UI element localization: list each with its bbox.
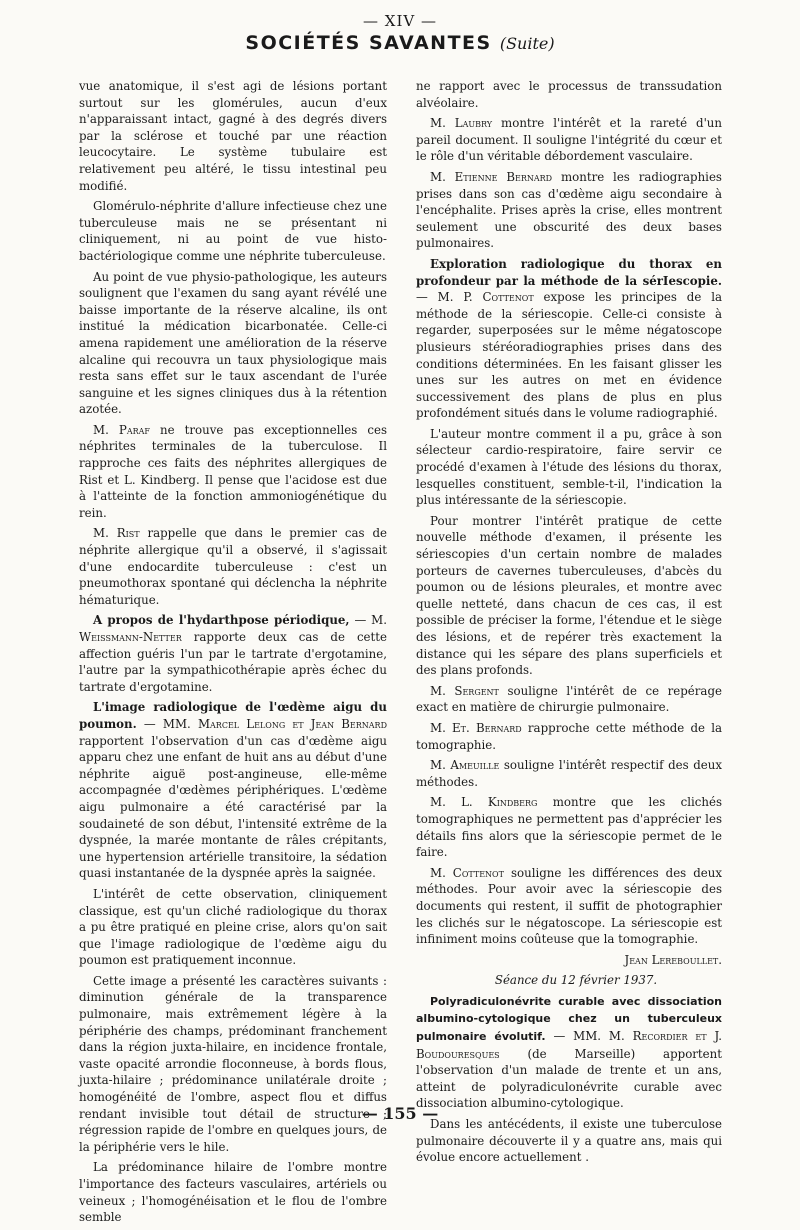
paragraph-text: (de Marseille) apportent l'observation d'un malade de trente et un ans, atteint de polyradiculonévrite curable avec dissociation albumino-cytologique.	[416, 1046, 722, 1111]
paragraph	[416, 169, 722, 252]
speaker-name: M. Laubry	[430, 116, 493, 131]
communication-authors: — M. Weissmann-Netter	[79, 613, 387, 644]
paragraph: vue anatomique, il s'est agi de lésions portant surtout sur les glomérules, aucun d'eux n'apparaissant intact, gagné à des degrés divers par la sclérose et touché par une réaction leucocytaire. Le système tubulaire est relativement peu altéré, le tissu intestinal peu modifié.	[79, 79, 387, 193]
communication-authors: — MM. M. Recordier et J. Boudouresques	[416, 1029, 723, 1061]
signature: Jean Lereboullet.	[624, 952, 722, 967]
paragraph-text: souligne les différences des deux méthodes. Pour avoir avec la sériescopie des documents qui restent, il suffit de photographier les clichés sur le négatoscope. La sériescopie est infiniment moins coûteuse que la tomographie.	[416, 865, 723, 947]
communication	[79, 699, 387, 882]
paragraph: Dans les antécédents, il existe une tuberculose pulmonaire découverte il y a quatre ans, mais qui évolue encore actuellement .	[416, 1117, 722, 1165]
paragraph: ne rapport avec le processus de transsudation alvéolaire.	[416, 79, 722, 110]
page-header	[0, 12, 800, 54]
paragraph: Cette image a présenté les caractères suivants : diminution générale de la transparence pulmonaire, mais extrêmement légère à la périphérie des champs, prédominant franchement dans la région juxta-hilaire, en incidence frontale, vaste opacité arrondie floconneuse, à bords flous, juxta-hilaire ; prédominance unilatérale droite ; homogénéité de l'ombre, aspect flou et diffus rendant invisible tout détail de structure ; régression rapide de l'ombre en quelques jours, de la périphérie vers le hile.	[79, 973, 387, 1154]
left-column	[79, 78, 387, 1230]
communication-authors: — M. P. Cottenot	[416, 290, 534, 305]
communication-title: L'image radiologique de l'œdème aigu du poumon.	[79, 700, 387, 731]
paragraph-text: rappelle que dans le premier cas de néphrite allergique qu'il a observé, il s'agissait d'une endocardite tuberculeuse : c'est un pneumothorax spontané qui déclencha la néphrite hématurique.	[79, 526, 388, 607]
paragraph: La prédominance hilaire de l'ombre montre l'importance des facteurs vasculaires, artériels ou veineux ; l'homogénéisation et le flou de l'ombre semble	[79, 1160, 387, 1225]
section-title-text: SOCIÉTÉS SAVANTES	[245, 32, 492, 54]
speaker-name: M. Cottenot	[430, 865, 504, 880]
paragraph	[79, 422, 387, 522]
communication	[416, 256, 722, 422]
section-title	[0, 32, 800, 54]
paragraph-text: ne trouve pas exceptionnelles ces néphrites terminales de la tuberculose. Il rapproche ces faits des néphrites allergiques de Rist et L. Kindberg. Il pense que l'acidose est due à l'atteinte de la fonction ammoniogénétique du rein.	[79, 422, 388, 520]
right-column	[416, 78, 722, 1170]
paragraph-text: souligne l'intérêt respectif des deux méthodes.	[416, 758, 722, 789]
speaker-name: M. Rist	[93, 526, 140, 541]
paragraph	[79, 525, 387, 608]
paragraph: Glomérulo-néphrite d'allure infectieuse chez une tuberculeuse mais ne se présentant ni cliniquement, ni au point de vue histo-bactériologique comme une néphrite tuberculeuse.	[79, 199, 387, 263]
paragraph	[416, 794, 722, 860]
communication-authors: — MM. Marcel Lelong et Jean Bernard	[143, 716, 387, 731]
paragraph	[416, 757, 722, 790]
paragraph	[416, 720, 722, 753]
communication	[416, 993, 722, 1112]
communication	[79, 612, 387, 695]
paragraph-text: montre l'intérêt et la rareté d'un pareil document. Il souligne l'intégrité du cœur et le rôle d'un véritable débordement vasculaire.	[416, 116, 723, 164]
speaker-name: M. Paraf	[93, 422, 150, 437]
speaker-name: M. Ameuille	[430, 758, 500, 773]
speaker-name: M. Etienne Bernard	[430, 169, 553, 184]
communication-title: Polyradiculonévrite curable avec dissociation albumino-cytologique chez un tuberculeux pulmonaire évolutif.	[416, 994, 722, 1044]
session-heading: Séance du 12 février 1937.	[494, 973, 658, 988]
page-number: — 155 —	[361, 1104, 439, 1123]
communication-title: A propos de l'hydarthpose périodique,	[93, 613, 350, 628]
paragraph-text: montre les radiographies prises dans son cas d'œdème aigu secondaire à l'encéphalite. Prises après la crise, elles montrent seulement une obscurité des deux bases pulmonaires.	[416, 169, 722, 251]
speaker-name: M. Sergent	[430, 683, 499, 698]
section-title-suite: (Suite)	[499, 34, 555, 53]
paragraph	[416, 115, 722, 165]
paragraph: Au point de vue physio-pathologique, les auteurs soulignent que l'examen du sang ayant révélé une baisse importante de la réserve alcaline, ils ont institué la médication bicarbonatée. Celle-ci amena rapidement une amélioration de la réserve alcaline qui recouvra un taux physiologique mais resta sans effet sur le taux ascendant de l'urée sanguine et les signes cliniques dus à la rétention azotée.	[79, 269, 387, 417]
paragraph-text: expose les principes de la méthode de la sériescopie. Celle-ci consiste à regarder, superposées sur le même négatoscope plusieurs stéréoradiographies prises dans des conditions déterminées. En les faisant glisser les unes sur les autres on met en évidence successivement des plans de plus en plus profondément situés dans le volume radiographié.	[416, 290, 723, 421]
paragraph-text: montre que les clichés tomographiques ne permettent pas d'apprécier les détails fins alors que la sériescopie permet de le faire.	[416, 795, 723, 860]
communication-title: Exploration radiologique du thorax en profondeur par la méthode de la sérIescopie.	[416, 256, 722, 288]
paragraph-text: rapporte deux cas de cette affection guéris l'un par le tartrate d'ergotamine, l'autre par la sympathicothérapie après échec du tartrate d'ergotamine.	[79, 630, 388, 694]
paragraph-text: rapportent l'observation d'un cas d'œdème aigu apparu chez une enfant de huit ans au début d'une néphrite aiguë post-angineuse, elle-même accompagnée d'œdèmes périphériques. L'œdème aigu pulmonaire a été caractérisé par la soudaineté de son début, l'intensité extrême de la dyspnée, la marée montante de râles crépitants, une hypertension artérielle transitoire, la sédation quasi instantanée de la dyspnée après la saignée.	[79, 733, 387, 881]
paragraph: L'intérêt de cette observation, cliniquement classique, est qu'un cliché radiologique du thorax a pu être pratiqué en pleine crise, alors qu'on sait que l'image radiologique de l'œdème aigu du poumon est pratiquement inconnue.	[79, 886, 387, 968]
speaker-name: M. L. Kindberg	[430, 795, 538, 810]
paragraph	[416, 865, 722, 948]
paragraph: Pour montrer l'intérêt pratique de cette nouvelle méthode d'examen, il présente les sériescopies d'un certain nombre de malades porteurs de cavernes tuberculeuses, d'abcès du poumon ou de lésions pleurales, et montre avec quelle netteté, dans chacun de ces cas, il est possible de préciser la forme, l'étendue et le siège des lésions, et de repérer très exactement la distance qui les sépare des plans superficiels et des plans profonds.	[416, 513, 722, 678]
roman-page-number: — XIV —	[363, 12, 437, 30]
paragraph: L'auteur montre comment il a pu, grâce à son sélecteur cardio-respiratoire, faire servir ce procédé d'examen à l'étude des lésions du thorax, lesquelles constituent, semble-t-il, l'indication la plus intéressante de la sériescopie.	[416, 426, 722, 508]
paragraph-text: rapproche cette méthode de la tomographie.	[416, 720, 723, 752]
paragraph-text: souligne l'intérêt de ce repérage exact en matière de chirurgie pulmonaire.	[416, 683, 722, 715]
speaker-name: M. Et. Bernard	[430, 720, 522, 735]
paragraph	[416, 683, 722, 716]
